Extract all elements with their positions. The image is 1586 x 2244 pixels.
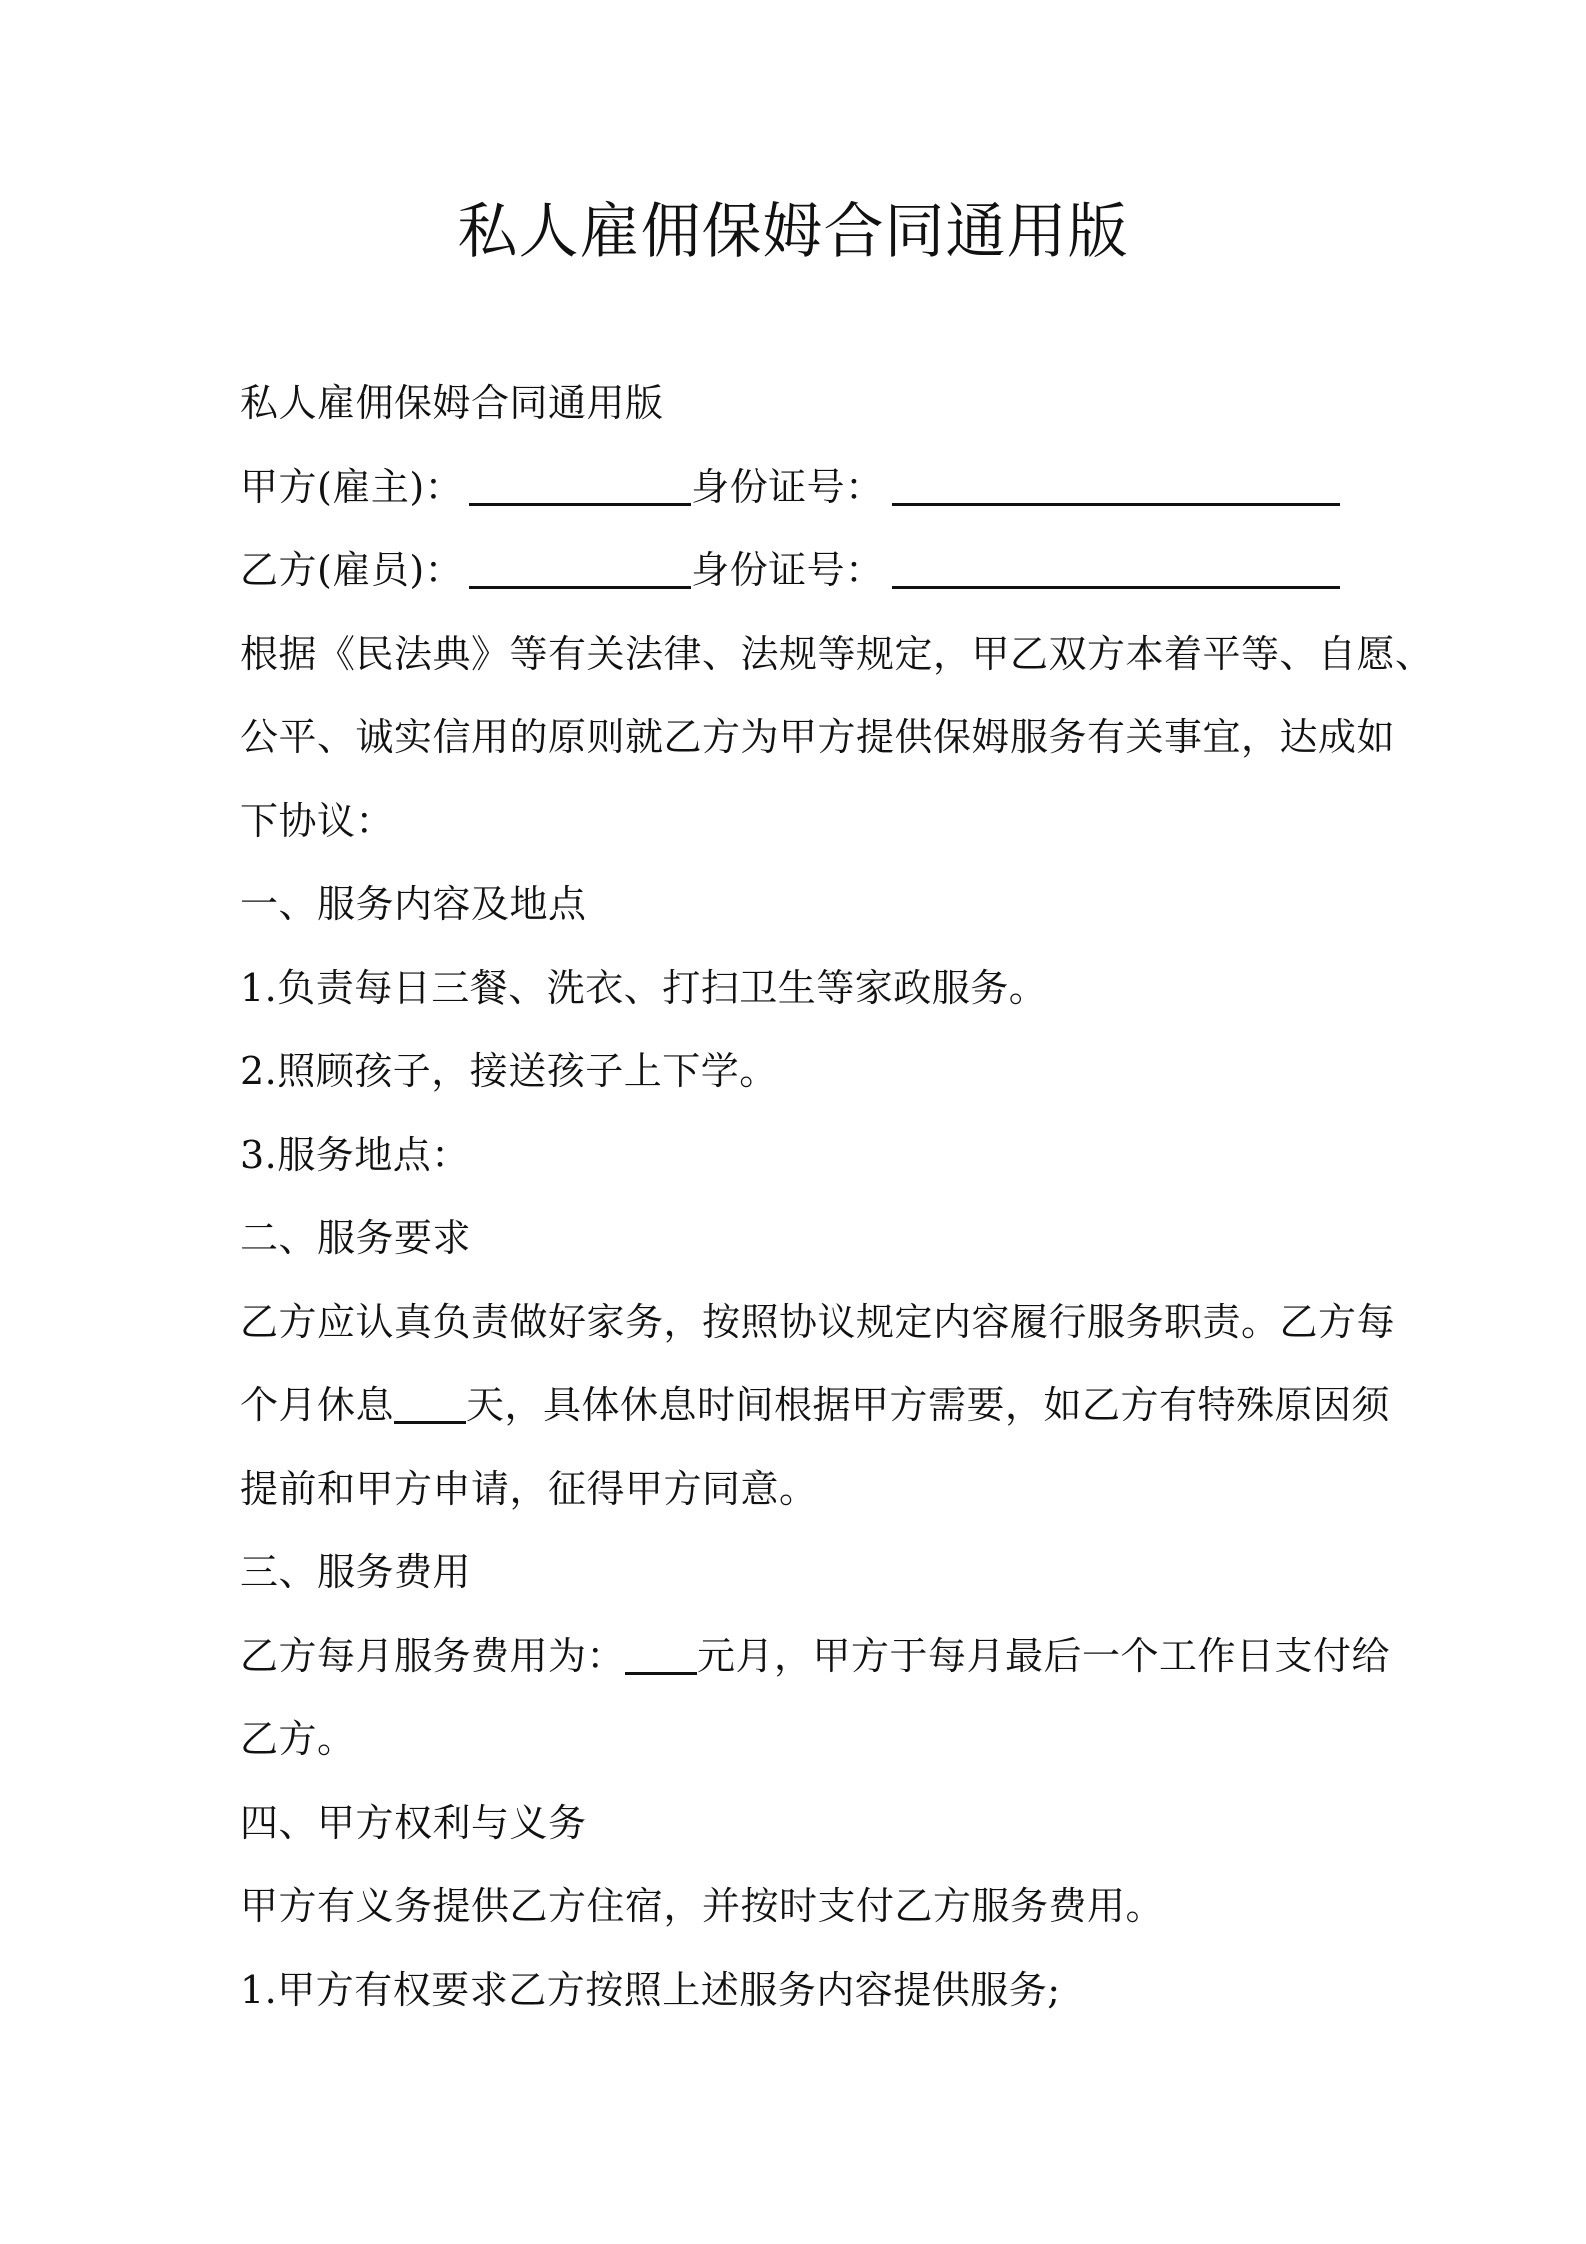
document-subtitle: 私人雇佣保姆合同通用版 (240, 381, 664, 425)
party-b-line (240, 529, 1370, 613)
preamble-line-3: 下协议： (240, 798, 395, 843)
party-b-name-blank[interactable] (469, 550, 691, 589)
rest-days-before: 个月休息 (240, 1383, 395, 1427)
section-1-item-3: 3.服务地点： (240, 1132, 470, 1177)
party-a-line (240, 446, 1370, 530)
rest-days-blank[interactable] (394, 1385, 466, 1424)
party-a-id-label: 身份证号： (691, 464, 884, 509)
party-a-name-blank[interactable] (469, 467, 691, 506)
monthly-fee-after: 元月，甲方于每月最后一个工作日支付给 (697, 1633, 1391, 1678)
section-4-heading: 四、甲方权利与义务 (240, 1800, 587, 1845)
party-b-id-blank[interactable] (892, 550, 1340, 589)
party-b-label: 乙方(雇员)： (240, 548, 464, 592)
section-2-line-1: 乙方应认真负责做好家务，按照协议规定内容履行服务职责。乙方每 (240, 1299, 1396, 1344)
monthly-fee-blank[interactable] (625, 1636, 697, 1675)
monthly-fee-before: 乙方每月服务费用为： (240, 1633, 626, 1678)
section-1-item-1: 1.负责每日三餐、洗衣、打扫卫生等家政服务。 (240, 965, 1048, 1010)
section-3-line-1 (240, 1615, 1391, 1699)
preamble-line-1: 根据《民法典》等有关法律、法规等规定，甲乙双方本着平等、自愿、 (240, 631, 1434, 676)
document-body (240, 362, 1434, 2032)
section-3-heading: 三、服务费用 (240, 1550, 472, 1594)
party-b-id-label: 身份证号： (691, 548, 884, 592)
section-1-heading: 一、服务内容及地点 (240, 882, 587, 926)
party-a-label: 甲方(雇主)： (240, 464, 464, 509)
party-a-id-blank[interactable] (892, 467, 1340, 506)
preamble-line-2: 公平、诚实信用的原则就乙方为甲方提供保姆服务有关事宜，达成如 (240, 715, 1396, 759)
rest-days-after: 天，具体休息时间根据甲方需要，如乙方有特殊原因须 (466, 1383, 1391, 1427)
section-1-item-2: 2.照顾孩子，接送孩子上下学。 (240, 1049, 778, 1093)
section-4-item-1: 1.甲方有权要求乙方按照上述服务内容提供服务; (240, 1967, 1061, 2012)
section-2-line-2 (240, 1364, 1391, 1448)
section-2-line-3: 提前和甲方申请，征得甲方同意。 (240, 1466, 818, 1511)
section-2-heading: 二、服务要求 (240, 1216, 472, 1260)
document-title: 私人雇佣保姆合同通用版 (457, 197, 1129, 267)
section-4-line-1: 甲方有义务提供乙方住宿，并按时支付乙方服务费用。 (240, 1884, 1165, 1928)
section-3-line-2: 乙方。 (240, 1717, 356, 1761)
